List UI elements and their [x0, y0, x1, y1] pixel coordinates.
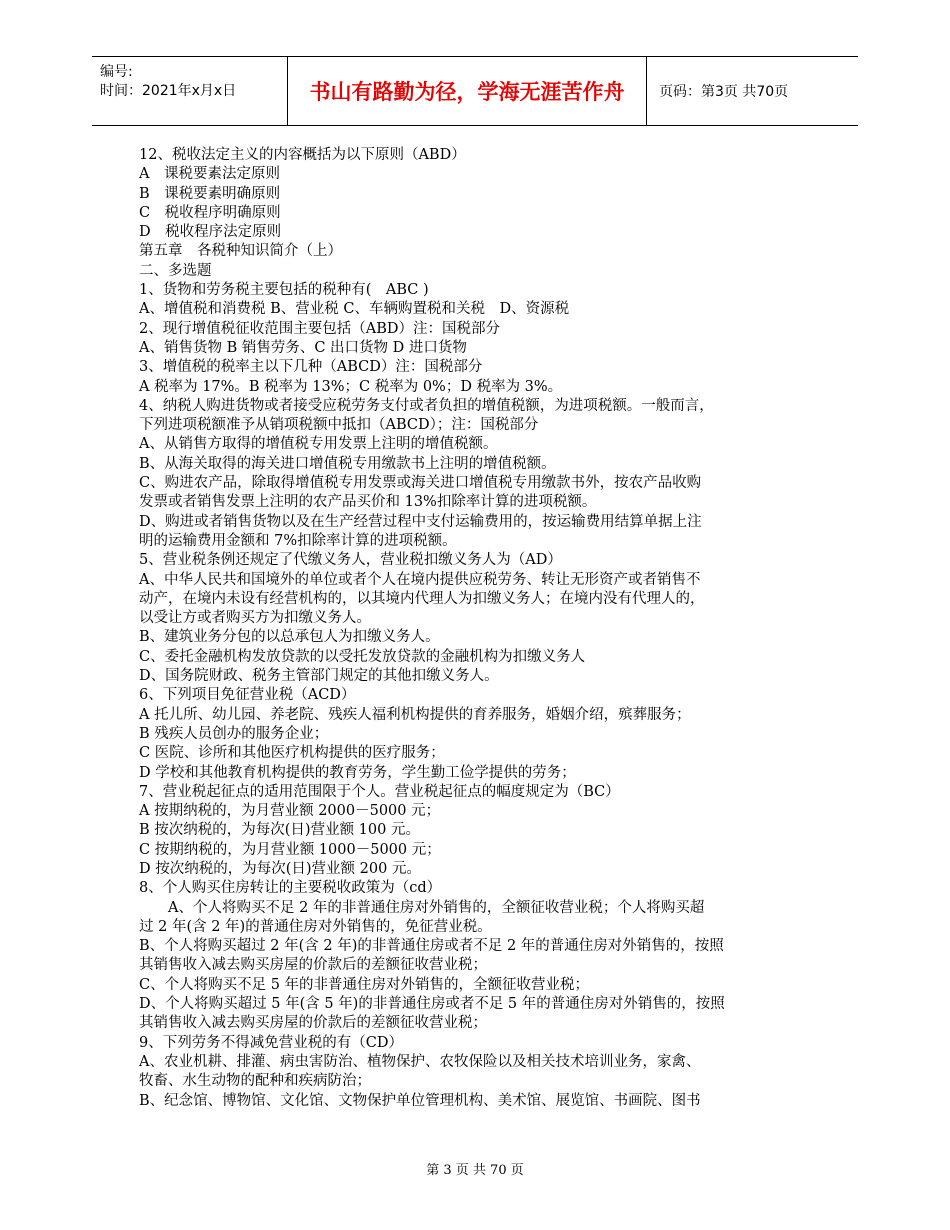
- header-page-info: 页码：第3页 共70页: [659, 84, 789, 100]
- text-line: 以受让方或者购买方为扣缴义务人。: [139, 610, 371, 627]
- text-line: C、个人将购买不足 5 年的非普通住房对外销售的，全额征收营业税；: [139, 976, 590, 993]
- text-line: B、建筑业务分包的以总承包人为扣缴义务人。: [139, 629, 440, 646]
- text-line: 9、下列劳务不得减免营业税的有（CD）: [139, 1034, 403, 1051]
- text-line: 1、货物和劳务税主要包括的税种有( ABC ): [139, 282, 429, 299]
- text-line: A、中华人民共和国境外的单位或者个人在境内提供应税劳务、转让无形资产或者销售不: [139, 571, 701, 588]
- text-line: D 学校和其他教育机构提供的教育劳务，学生勤工俭学提供的劳务；: [139, 764, 576, 781]
- text-line: 动产，在境内未设有经营机构的，以其境内代理人为扣缴义务人；在境内没有代理人的，: [139, 590, 705, 607]
- text-line: 第五章 各税种知识简介（上）: [139, 243, 342, 260]
- text-line: B、纪念馆、博物馆、文化馆、文物保护单位管理机构、美术馆、展览馆、书画院、图书: [139, 1092, 701, 1109]
- text-line: 发票或者销售发票上注明的农产品买价和 13%扣除率计算的进项税额。: [139, 494, 597, 511]
- page-footer: 第 3 页 共 70 页: [426, 1163, 524, 1178]
- text-line: 下列进项税额准予从销项税额中抵扣（ABCD）；注：国税部分: [139, 417, 539, 434]
- text-line: A、增值税和消费税 B、营业税 C、车辆购置税和关税 D、资源税: [139, 301, 570, 318]
- text-line: B、个人将购买超过 2 年(含 2 年)的非普通住房或者不足 2 年的普通住房对外销售的，按照: [139, 938, 724, 955]
- text-line: 3、增值税的税率主以下几种（ABCD）注：国税部分: [139, 359, 483, 376]
- text-line: 5、营业税条例还规定了代缴义务人，营业税扣缴义务人为（AD）: [139, 552, 562, 569]
- text-line: B 残疾人员创办的服务企业；: [139, 725, 329, 742]
- text-line: A 税率为 17%。B 税率为 13%；C 税率为 0%；D 税率为 3%。: [139, 378, 563, 395]
- text-line: A、从销售方取得的增值税专用发票上注明的增值税额。: [139, 436, 498, 453]
- text-line: A、个人将购买不足 2 年的非普通住房对外销售的，全额征收营业税；个人将购买超: [139, 899, 705, 916]
- text-line: A 课税要素法定原则: [139, 166, 280, 183]
- header-meta: [92, 57, 287, 125]
- text-line: D、个人将购买超过 5 年(含 5 年)的非普通住房或者不足 5 年的普通住房对外销售的，按照: [139, 996, 725, 1013]
- text-line: B 按次纳税的，为每次(日)营业额 100 元。: [139, 822, 420, 839]
- text-line: A 按期纳税的，为月营业额 2000－5000 元；: [139, 803, 441, 820]
- text-line: B、从海关取得的海关进口增值税专用缴款书上注明的增值税额。: [139, 455, 556, 472]
- text-line: 牧畜、水生动物的配种和疾病防治；: [139, 1073, 371, 1090]
- text-line: B 课税要素明确原则: [139, 185, 281, 202]
- text-line: C、委托金融机构发放贷款的以受托发放贷款的金融机构为扣缴义务人: [139, 648, 586, 665]
- text-line: A 托儿所、幼儿园、养老院、残疾人福利机构提供的育养服务，婚姻介绍，殡葬服务；: [139, 706, 691, 723]
- text-line: C、购进农产品，除取得增值税专用发票或海关进口增值税专用缴款书外，按农产品收购: [139, 475, 702, 492]
- page-header: [92, 56, 858, 126]
- text-line: 4、纳税人购进货物或者接受应税劳务支付或者负担的增值税额，为进项税额。一般而言，: [139, 397, 714, 414]
- text-line: 二、多选题: [139, 262, 212, 279]
- text-line: 明的运输费用金额和 7%扣除率计算的进项税额。: [139, 532, 457, 549]
- text-line: D 税收程序法定原则: [139, 224, 282, 241]
- header-motto: 书山有路勤为径，学海无涯苦作舟: [287, 57, 647, 125]
- text-line: C 医院、诊所和其他医疗机构提供的医疗服务；: [139, 745, 445, 762]
- text-line: D、购进或者销售货物以及在生产经营过程中支付运输费用的，按运输费用结算单据上注: [139, 513, 702, 530]
- text-line: C 税收程序明确原则: [139, 204, 281, 221]
- text-line: A、农业机耕、排灌、病虫害防治、植物保护、农牧保险以及相关技术培训业务，家禽、: [139, 1053, 701, 1070]
- document-time: 时间：2021年x月x日: [100, 83, 237, 99]
- text-line: A、销售货物 B 销售劳务、C 出口货物 D 进口货物: [139, 339, 467, 356]
- text-line: 其销售收入减去购买房屋的价款后的差额征收营业税；: [139, 1015, 487, 1032]
- text-line: 7、营业税起征点的适用范围限于个人。营业税起征点的幅度规定为（BC）: [139, 783, 620, 800]
- text-line: 6、下列项目免征营业税（ACD）: [139, 687, 356, 704]
- text-line: C 按期纳税的，为月营业额 1000－5000 元；: [139, 841, 441, 858]
- text-line: 过 2 年(含 2 年)的普通住房对外销售的，免征营业税。: [139, 918, 492, 935]
- text-line: D、国务院财政、税务主管部门规定的其他扣缴义务人。: [139, 668, 499, 685]
- text-line: 2、现行增值税征收范围主要包括（ABD）注：国税部分: [139, 320, 500, 337]
- text-line: 8、个人购买住房转让的主要税收政策为（cd）: [139, 880, 442, 897]
- text-line: 其销售收入减去购买房屋的价款后的差额征收营业税；: [139, 957, 487, 974]
- document-body: [139, 146, 819, 1111]
- text-line: D 按次纳税的，为每次(日)营业额 200 元。: [139, 860, 421, 877]
- text-line: 12、税收法定主义的内容概括为以下原则（ABD）: [139, 147, 466, 163]
- document-number-label: 编号:: [100, 64, 133, 80]
